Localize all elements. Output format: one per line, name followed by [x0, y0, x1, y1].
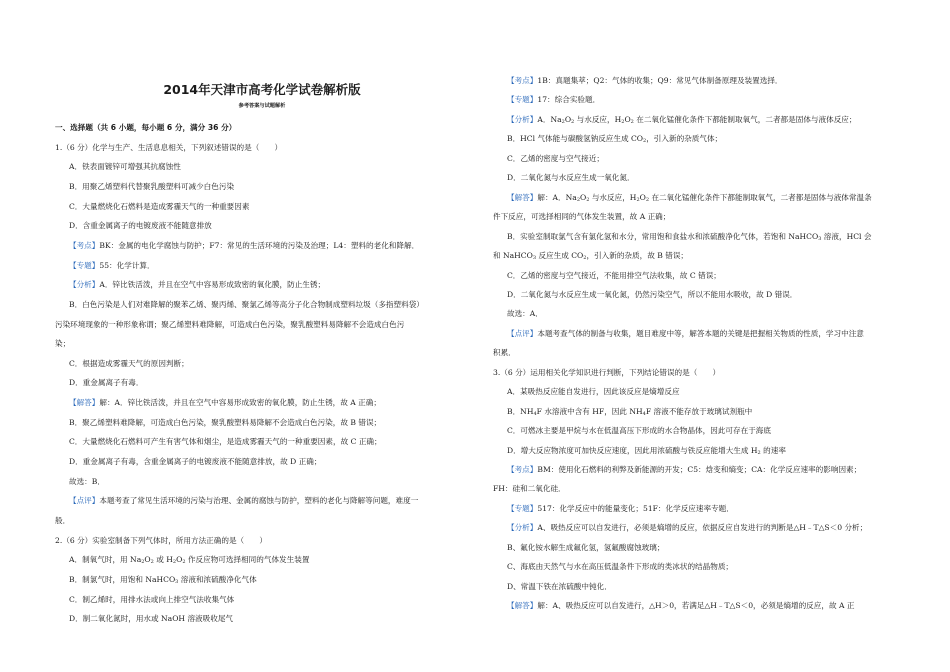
line-text: C．可燃冰主要是甲烷与水在低温高压下形成的水合物晶体，因此可存在于海底 — [507, 426, 771, 436]
section-tag: 【点评】 — [507, 328, 538, 338]
right-line — [493, 155, 604, 163]
left-line — [55, 576, 257, 584]
right-line — [493, 466, 861, 474]
line-text: C．根据造成雾霾天气的原因判断； — [69, 358, 189, 368]
left-line — [55, 556, 309, 564]
left-line — [55, 517, 70, 525]
right-line — [493, 135, 722, 143]
section-tag: 【专题】 — [507, 95, 538, 105]
line-text: 2.（6 分）实验室制备下列气体时，所用方法正确的是（ ） — [55, 535, 267, 545]
line-text: D．制二氧化氮时，用水或 NaOH 溶液吸收尾气 — [69, 614, 234, 624]
line-text: D、常温下铁在浓硫酸中钝化． — [507, 581, 612, 591]
left-line — [55, 242, 419, 250]
section-tag: 【分析】 — [69, 280, 100, 290]
line-text: 积累． — [493, 348, 516, 358]
section-tag: 【专题】 — [507, 503, 538, 513]
line-text: B．用聚乙烯塑料代替聚乳酸塑料可减少白色污染 — [69, 181, 235, 191]
right-line — [493, 330, 864, 338]
right-line — [493, 291, 797, 299]
line-text: FH：硅和二氧化硅． — [493, 484, 566, 494]
right-line — [493, 447, 786, 455]
line-text: B．HCl 气体能与碳酸氢钠反应生成 $CO_2$，引入新的杂质气体； — [507, 134, 723, 145]
section-tag: 【考点】 — [69, 240, 100, 250]
right-line — [493, 96, 600, 104]
line-text: 污染环境现象的一种形象称谓；聚乙烯塑料难降解，可造成白色污染，聚乳酸塑料易降解不会造成白色污 — [55, 319, 405, 329]
line-text: B、氟化铵水解生成氟化氢，氢氟酸腐蚀玻璃； — [507, 542, 665, 552]
line-text: C．大量燃烧化石燃料是造成雾霾天气的一种重要因素 — [69, 201, 250, 211]
left-line — [55, 537, 267, 545]
line-text: 3.（6 分）运用相关化学知识进行判断，下列结论错误的是（ ） — [493, 367, 721, 377]
line-text: 般． — [55, 516, 71, 525]
left-line — [55, 144, 282, 152]
line-text: BM：使用化石燃料的利弊及新能源的开发；C5：焓变和熵变；CA：化学反应速率的影响因素； — [537, 465, 862, 474]
line-text: 件下反应，可选择相同的气体发生装置，故 A 正确； — [493, 212, 671, 222]
left-line — [55, 203, 249, 211]
left-line — [55, 438, 382, 446]
line-text: D．重金属离子有毒，含重金属离子的电镀废液不能随意排放，故 D 正确； — [69, 457, 322, 467]
left-line — [55, 124, 236, 132]
line-text: B．实验室制取氯气含有氯化氢和水分，常用饱和食盐水和浓硫酸净化气体，若饱和 NaHCO$_3$ 溶液，HCl 会 — [507, 231, 872, 242]
right-line — [493, 388, 680, 396]
right-line — [493, 252, 688, 260]
line-text: 1.（6 分）化学与生产、生活息息相关，下列叙述错误的是（ ） — [55, 142, 283, 152]
line-text: 解：A、吸热反应可以自发进行，△H＞0，若满足△H﹣T△S＜0，必须是熵增的反应，故 A 正 — [537, 601, 855, 611]
right-line — [493, 272, 721, 280]
section-tag: 【分析】 — [507, 523, 538, 533]
left-line — [55, 379, 143, 387]
line-text: D．增大反应物浓度可加快反应速度，因此用浓硫酸与铁反应能增大生成 $H_2$ 的速率 — [507, 445, 786, 456]
line-text: C．乙烯的密度与空气接近，不能用排空气法收集，故 C 错误； — [507, 270, 721, 280]
line-text: 解：A．$Na_2O_2$ 与水反应，$H_2O_2$ 在二氧化锰催化条件下都能制取氧气，二者都是固体与液体常温条 — [537, 192, 872, 203]
line-text: 本题考查了常见生活环境的污染与治理、金属的腐蚀与防护，塑料的老化与降解等问题，难度一 — [99, 496, 419, 506]
right-line — [493, 349, 516, 357]
left-line — [55, 321, 404, 329]
right-line — [493, 505, 734, 513]
left-line — [55, 301, 424, 309]
section-tag: 【解答】 — [69, 398, 100, 408]
right-line — [493, 116, 857, 124]
left-line — [55, 478, 105, 486]
line-text: 517：化学反应中的能量变化；51F：化学反应速率专题． — [537, 503, 734, 513]
line-text: A．$Na_2O_2$ 与水反应，$H_2O_2$ 在二氧化锰催化条件下都能制取氧气，二者都是固体与液体反应； — [537, 114, 857, 125]
left-line — [55, 399, 381, 407]
section-tag: 【考点】 — [507, 76, 538, 85]
left-line — [55, 340, 70, 348]
line-text: C、海底由天然气与水在高压低温条件下形成的类冰状的结晶物质； — [507, 562, 734, 572]
section-tag: 【考点】 — [507, 465, 538, 474]
page-subtitle: 参考答案与试题解析 — [238, 103, 286, 109]
line-text: 和 NaHCO$_3$ 反应生成 $CO_2$，引入新的杂质，故 B 错误； — [493, 251, 689, 262]
line-text: 本题考查气体的制备与收集，题目难度中等，解答本题的关键是把握相关物质的性质，学习中注意 — [537, 328, 864, 338]
line-text: A．铁表面镀锌可增强其抗腐蚀性 — [69, 162, 181, 172]
section-tag: 【分析】 — [507, 114, 538, 124]
line-text: 故选：A． — [507, 309, 543, 319]
right-line — [493, 485, 566, 493]
line-text: B．白色污染是人们对难降解的聚苯乙烯、聚丙烯、聚氯乙烯等高分子化合物制成塑料垃圾（多指塑料袋） — [69, 299, 424, 309]
right-line — [493, 174, 635, 182]
left-line — [55, 419, 381, 427]
line-text: C．大量燃烧化石燃料可产生有害气体和烟尘，是造成雾霾天气的一种重要因素，故 C 正确； — [69, 437, 382, 447]
right-line — [493, 77, 783, 85]
left-line — [55, 281, 325, 289]
right-line — [493, 233, 871, 241]
line-text: A、吸热反应可以自发进行，必须是熵增的反应，依据反应自发进行的判断是△H﹣T△S＜0 分析； — [537, 523, 868, 533]
line-text: 17：综合实验题． — [537, 95, 601, 105]
left-line — [55, 458, 321, 466]
page-title: 2014年天津市高考化学试卷解析版 — [163, 82, 361, 97]
line-text: 55：化学计算． — [99, 260, 155, 270]
right-line — [493, 408, 752, 416]
right-line — [493, 563, 733, 571]
line-text: A．锌比铁活泼，并且在空气中容易形成致密的氧化膜，防止生锈； — [99, 280, 326, 290]
section-tag: 【点评】 — [69, 496, 100, 506]
section-tag: 【专题】 — [69, 260, 100, 270]
section-tag: 【解答】 — [507, 601, 538, 611]
line-text: A．某吸热反应能自发进行，因此该反应是熵增反应 — [507, 387, 680, 397]
right-line — [493, 310, 543, 318]
line-text: 一、选择题（共 6 小题，每小题 6 分，满分 36 分） — [55, 123, 237, 132]
line-text: D．二氧化氮与水反应生成一氧化氮，仍然污染空气，所以不能用水吸收，故 D 错误． — [507, 289, 798, 299]
left-line — [55, 360, 189, 368]
line-text: B．聚乙烯塑料难降解，可造成白色污染，聚乳酸塑料易降解不会造成白色污染，故 B 错误； — [69, 417, 382, 427]
line-text: BK：金属的电化学腐蚀与防护；F7：常见的生活环境的污染及治理；L4：塑料的老化和降解． — [99, 240, 420, 250]
left-line — [55, 615, 233, 623]
right-line — [493, 524, 867, 532]
line-text: C．制乙烯时，用排水法或向上排空气法收集气体 — [69, 594, 235, 604]
line-text: 1B：真题集萃；Q2：气体的收集；Q9：常见气体制备原理及装置选择． — [537, 76, 783, 85]
right-line — [493, 194, 872, 202]
right-line — [493, 213, 670, 221]
left-line — [55, 163, 181, 171]
line-text: D．含重金属离子的电镀废液不能随意排放 — [69, 221, 212, 231]
line-text: 解：A．锌比铁活泼，并且在空气中容易形成致密的氧化膜，防止生锈，故 A 正确； — [99, 398, 381, 408]
line-text: D．二氧化氮与水反应生成一氧化氮． — [507, 173, 635, 183]
left-line — [55, 596, 234, 604]
left-line — [55, 262, 155, 270]
right-line — [493, 602, 854, 610]
right-line — [493, 427, 771, 435]
left-line — [55, 222, 212, 230]
line-text: B．$NH_4F$ 水溶液中含有 HF，因此 $NH_4F$ 溶液不能存放于玻璃试剂瓶中 — [507, 406, 753, 417]
left-line — [55, 497, 418, 505]
right-line — [493, 369, 720, 377]
line-text: D．重金属离子有毒． — [69, 378, 144, 388]
line-text: 染； — [55, 339, 71, 349]
line-text: C．乙烯的密度与空气接近； — [507, 153, 604, 163]
line-text: 故选：B． — [69, 476, 105, 486]
line-text: B．制氯气时，用饱和 NaHCO$_3$ 溶液和浓硫酸净化气体 — [69, 574, 257, 585]
section-tag: 【解答】 — [507, 192, 538, 202]
line-text: A．制氧气时，用 $Na_2O_2$ 或 $H_2O_2$ 作反应物可选择相同的气体发生装置 — [69, 555, 310, 566]
left-line — [55, 183, 234, 191]
right-line — [493, 544, 664, 552]
right-line — [493, 583, 612, 591]
